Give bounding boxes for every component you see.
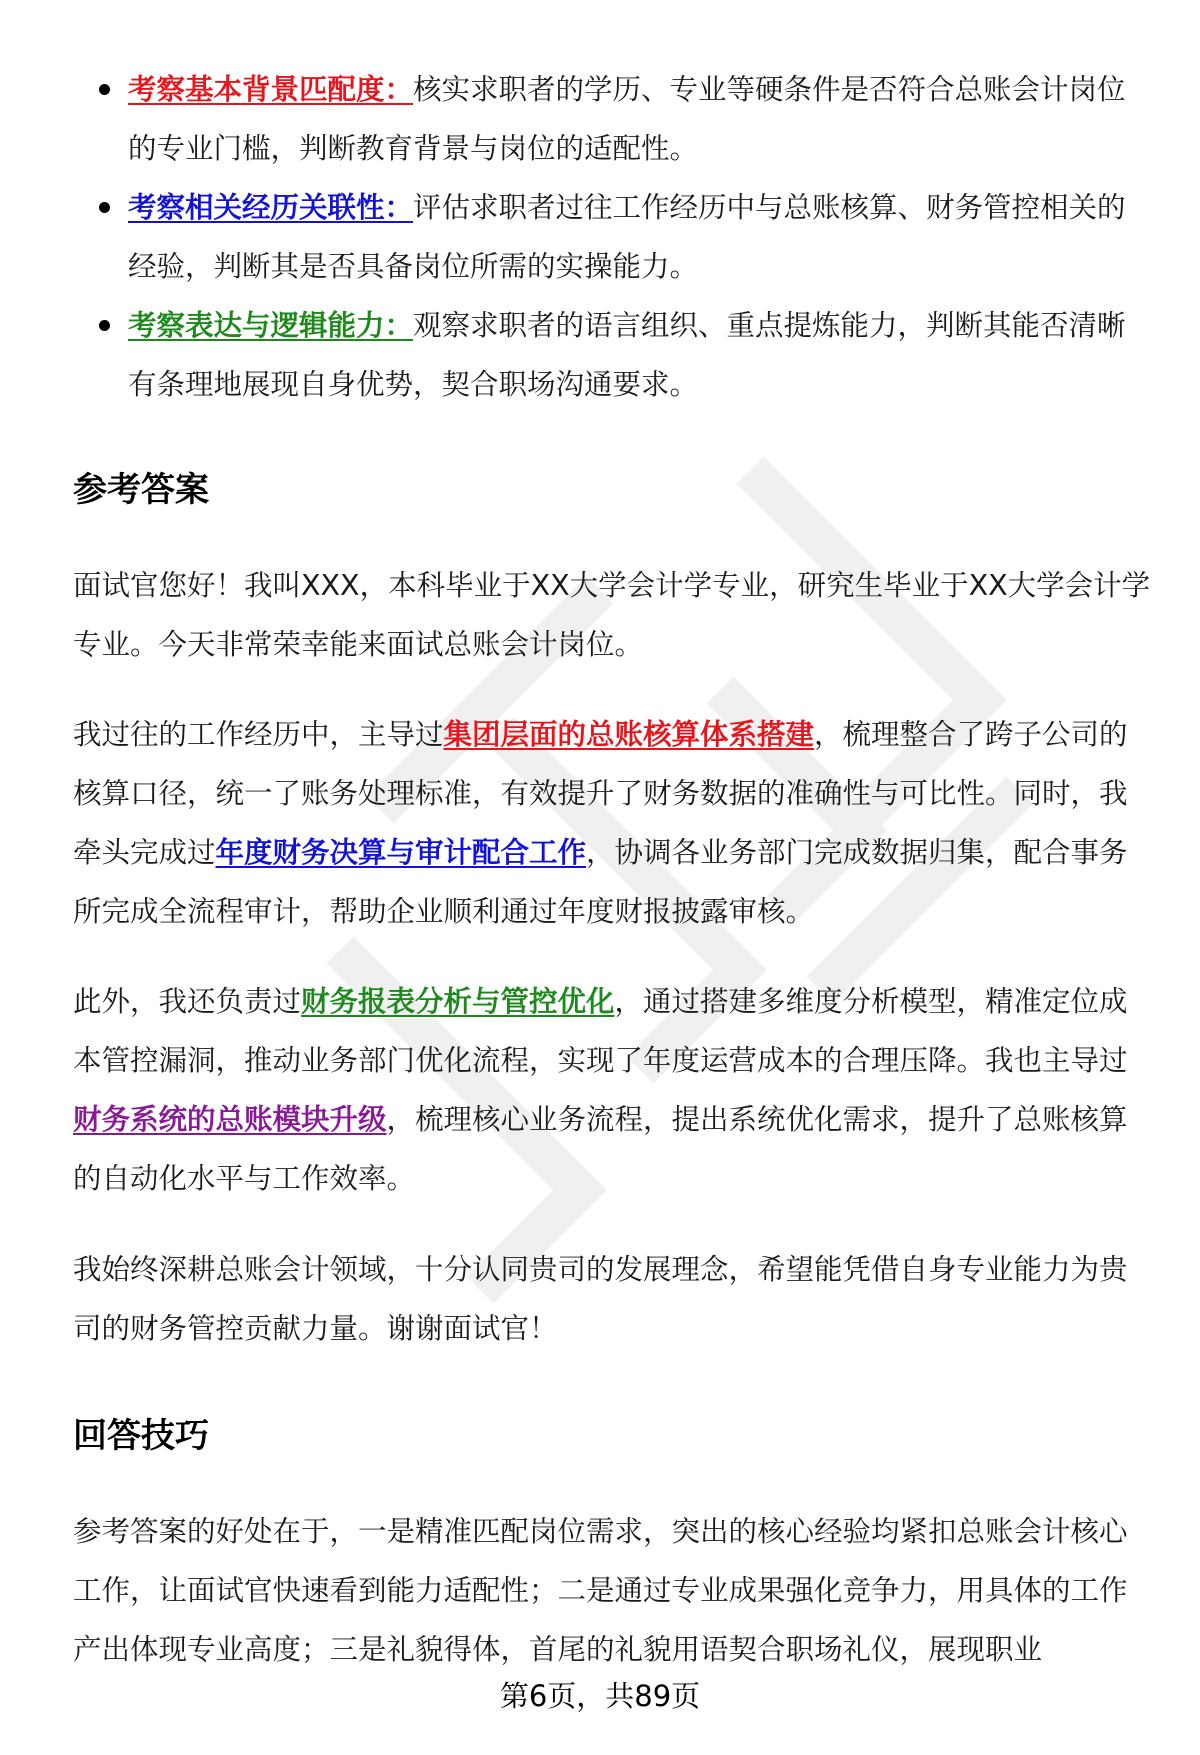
page-indicator: 第6页，共89页	[499, 1679, 701, 1713]
criterion-key: 考察基本背景匹配度：	[128, 73, 414, 106]
paragraph-text: 我过往的工作经历中，主导过	[73, 718, 444, 751]
answer-paragraph-4: 我始终深耕总账会计领域，十分认同贵司的发展理念，希望能凭借自身专业能力为贵司的财务管控贡献力量。谢谢面试官！	[73, 1253, 1128, 1345]
paragraph-text: ，协调各业务部门完成数据归集，配合事务所完成全流程审计，帮助企业顺利通过年度财报披露审核。	[73, 836, 1128, 928]
section-title-tips: 回答技巧	[73, 1416, 209, 1456]
highlight-system-upgrade: 财务系统的总账模块升级	[73, 1103, 387, 1136]
criterion-key: 考察表达与逻辑能力：	[128, 309, 414, 342]
answer-paragraph-1: 面试官您好！我叫XXX，本科毕业于XX大学会计学专业，研究生毕业于XX大学会计学专业。今天非常荣幸能来面试总账会计岗位。	[73, 569, 1151, 661]
list-item	[73, 178, 1148, 296]
bullet-icon	[99, 320, 110, 331]
highlight-report-analysis: 财务报表分析与管控优化	[301, 985, 615, 1018]
criterion-text: 核实求职者的学历、专业等硬条件是否符合总账会计岗位的专业门槛，判断教育背景与岗位的适配性。	[128, 73, 1126, 165]
list-item	[73, 60, 1148, 178]
criterion-key: 考察相关经历关联性：	[128, 191, 414, 224]
highlight-annual-audit: 年度财务决算与审计配合工作	[215, 836, 587, 869]
list-item	[73, 296, 1148, 414]
answer-paragraph-2	[73, 705, 1152, 941]
bullet-icon	[99, 202, 110, 213]
tips-paragraph-1: 参考答案的好处在于，一是精准匹配岗位需求，突出的核心经验均紧扣总账会计核心工作，让面试官快速看到能力适配性；二是通过专业成果强化竞争力，用具体的工作产出体现专业高度；三是礼貌得体，首尾的礼貌用语契合职场礼仪，展现职业	[73, 1515, 1128, 1666]
paragraph-text: ，梳理核心业务流程，提出系统优化需求，提升了总账核算的自动化水平与工作效率。	[73, 1103, 1128, 1195]
paragraph-text: ，通过搭建多维度分析模型，精准定位成本管控漏洞，推动业务部门优化流程，实现了年度运营成本的合理压降。我也主导过	[73, 985, 1128, 1077]
section-title-answer: 参考答案	[73, 470, 209, 510]
answer-paragraph-3	[73, 972, 1152, 1208]
paragraph-text: 此外，我还负责过	[73, 985, 302, 1018]
bullet-icon	[99, 84, 110, 95]
criteria-list	[73, 60, 1148, 414]
highlight-group-ledger: 集团层面的总账核算体系搭建	[443, 718, 815, 751]
criterion-text: 观察求职者的语言组织、重点提炼能力，判断其能否清晰有条理地展现自身优势，契合职场沟通要求。	[128, 309, 1126, 401]
criterion-text: 评估求职者过往工作经历中与总账核算、财务管控相关的经验，判断其是否具备岗位所需的实操能力。	[128, 191, 1126, 283]
paragraph-text: ，梳理整合了跨子公司的核算口径，统一了账务处理标准，有效提升了财务数据的准确性与可比性。同时，我牵头完成过	[73, 718, 1128, 869]
